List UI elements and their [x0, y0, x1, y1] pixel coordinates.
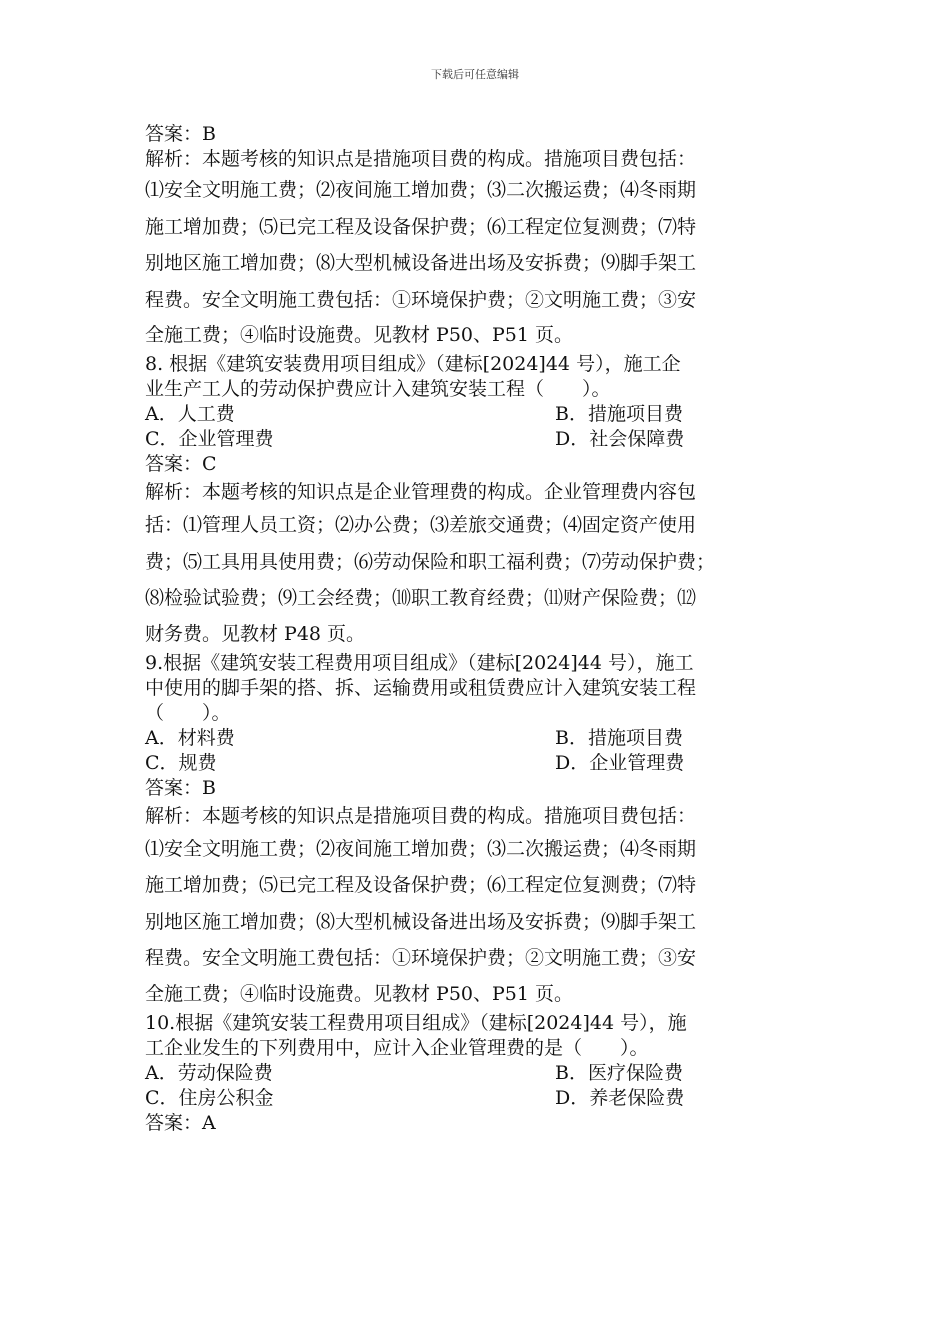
explanation-7-line: ⑴安全文明施工费；⑵夜间施工增加费；⑶二次搬运费；⑷冬雨期: [145, 179, 697, 201]
option-9-b: B．措施项目费: [555, 726, 683, 749]
answer-8: 答案：C: [145, 453, 217, 475]
explanation-7-line: 别地区施工增加费；⑻大型机械设备进出场及安拆费；⑼脚手架工: [145, 252, 697, 274]
explanation-8-line: 括：⑴管理人员工资；⑵办公费；⑶差旅交通费；⑷固定资产使用: [145, 514, 697, 536]
option-10-b: B．医疗保险费: [555, 1061, 683, 1084]
question-9-line: （ ）。: [145, 701, 231, 724]
explanation-9-line: ⑴安全文明施工费；⑵夜间施工增加费；⑶二次搬运费；⑷冬雨期: [145, 837, 697, 860]
option-10-d: D．养老保险费: [555, 1086, 685, 1109]
explanation-8-line: 解析：本题考核的知识点是企业管理费的构成。企业管理费内容包: [145, 481, 697, 503]
option-9-d: D．企业管理费: [555, 751, 685, 774]
option-10-c: C．住房公积金: [145, 1086, 274, 1109]
explanation-7-line: 施工增加费；⑸已完工程及设备保护费；⑹工程定位复测费；⑺特: [145, 215, 697, 238]
options-8-row: [145, 402, 810, 427]
options-10-row: [145, 1061, 810, 1086]
explanation-9-line: 别地区施工增加费；⑻大型机械设备进出场及安拆费；⑼脚手架工: [145, 910, 697, 933]
option-10-a: A．劳动保险费: [145, 1061, 273, 1084]
option-9-a: A．材料费: [145, 726, 235, 749]
answer-9: 答案：B: [145, 776, 216, 799]
options-10-row: [145, 1086, 810, 1111]
page-header: 下载后可任意编辑: [431, 68, 519, 81]
options-9-row: [145, 726, 810, 751]
question-9-line: 9.根据《建筑安装工程费用项目组成》（建标[2024]44 号），施工: [145, 651, 694, 674]
question-8-line: 8. 根据《建筑安装费用项目组成》（建标[2024]44 号），施工企: [145, 353, 681, 375]
options-8-row: [145, 427, 810, 452]
answer-10: 答案：A: [145, 1111, 216, 1134]
option-8-b: B．措施项目费: [555, 403, 683, 425]
option-9-c: C．规费: [145, 751, 217, 774]
document-content: [145, 122, 810, 1136]
question-9-line: 中使用的脚手架的搭、拆、运输费用或租赁费应计入建筑安装工程: [145, 676, 697, 699]
option-8-d: D．社会保障费: [555, 428, 685, 450]
explanation-9-line: 全施工费；④临时设施费。见教材 P50、P51 页。: [145, 982, 574, 1005]
question-10-line: 工企业发生的下列费用中，应计入企业管理费的是（ ）。: [145, 1036, 649, 1059]
explanation-8-line: ⑻检验试验费；⑼工会经费；⑽职工教育经费；⑾财产保险费；⑿: [145, 587, 697, 609]
explanation-7-line: 全施工费；④临时设施费。见教材 P50、P51 页。: [145, 324, 574, 346]
explanation-7-line: 解析：本题考核的知识点是措施项目费的构成。措施项目费包括：: [145, 148, 697, 170]
explanation-7-line: 程费。安全文明施工费包括：①环境保护费；②文明施工费；③安: [145, 288, 697, 311]
question-10-line: 10.根据《建筑安装工程费用项目组成》（建标[2024]44 号），施: [145, 1011, 687, 1034]
answer-7: 答案：B: [145, 123, 216, 145]
explanation-8-line: 费；⑸工具用具使用费；⑹劳动保险和职工福利费；⑺劳动保护费；: [145, 550, 716, 573]
explanation-9-line: 施工增加费；⑸已完工程及设备保护费；⑹工程定位复测费；⑺特: [145, 874, 697, 896]
question-8-line: 业生产工人的劳动保护费应计入建筑安装工程（ ）。: [145, 378, 611, 400]
explanation-9-line: 程费。安全文明施工费包括：①环境保护费；②文明施工费；③安: [145, 947, 697, 969]
explanation-9-line: 解析：本题考核的知识点是措施项目费的构成。措施项目费包括：: [145, 804, 697, 827]
explanation-8-line: 财务费。见教材 P48 页。: [145, 622, 366, 645]
options-9-row: [145, 751, 810, 776]
option-8-a: A．人工费: [145, 403, 235, 425]
option-8-c: C．企业管理费: [145, 428, 274, 450]
